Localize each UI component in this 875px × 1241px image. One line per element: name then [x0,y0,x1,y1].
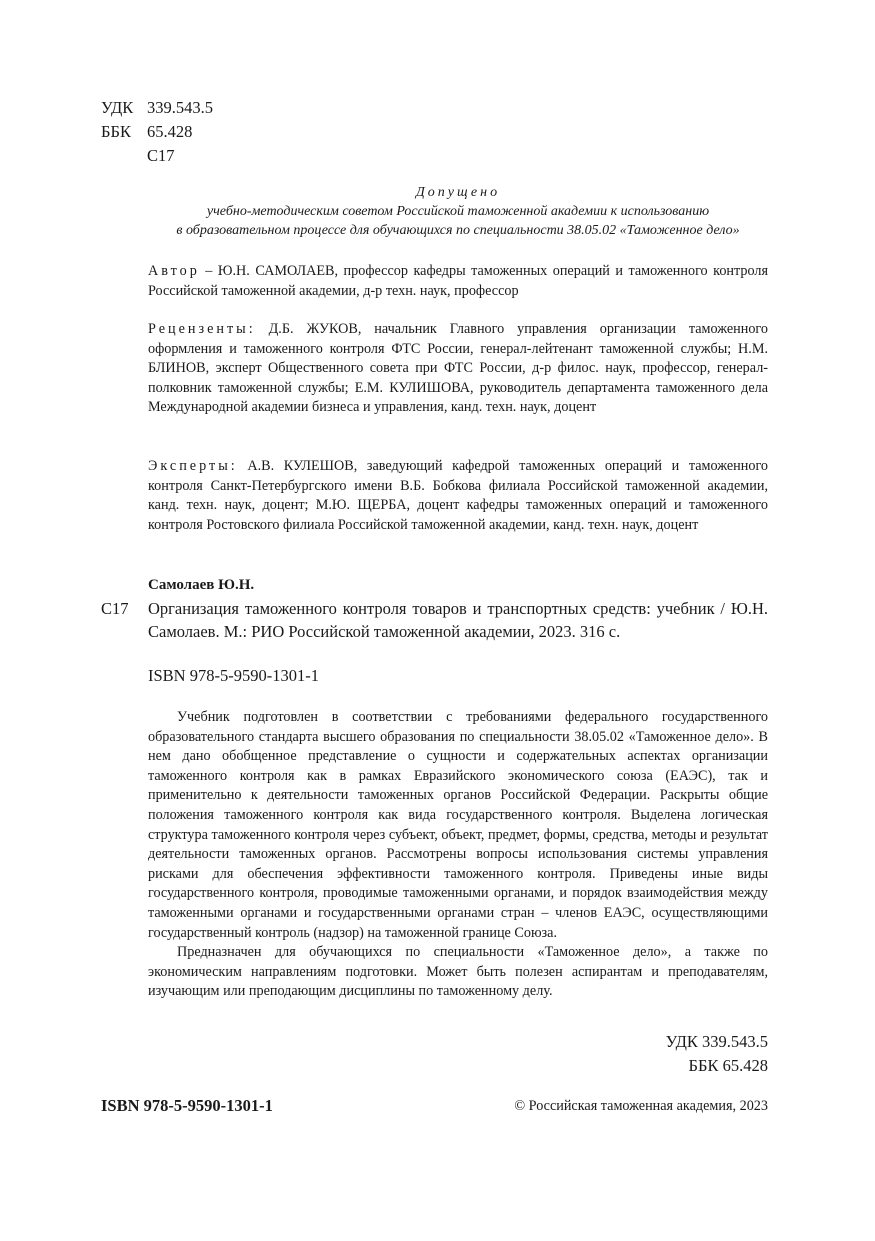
abstract-paragraph-2: Предназначен для обучающихся по специальности «Таможенное дело», а также по экономическим направлениям подготовки. Может быть полезен аспирантам и преподавателям, изучающим или преподающим дисциплины по таможенному делу. [148,944,768,1000]
udk-label: УДК [101,98,134,117]
classification-codes-right [666,1030,768,1078]
bbk-value: 65.428 [147,122,193,141]
experts-text: А.В. КУЛЕШОВ, заведующий кафедрой таможенных операций и таможенного контроля Санкт-Петербургского имени В.Б. Бобкова филиала Российской таможенной академии, канд. техн. наук, доцент; М.Ю. ЩЕРБА, доцент кафедры таможенных операций и таможенного контроля Ростовского филиала Российской таможенной академии, канд. техн. наук, доцент [148,458,768,533]
bbk-right: ББК 65.428 [688,1056,768,1075]
author-mark: С17 [147,146,175,165]
udk-value: 339.543.5 [147,98,213,117]
author-info [148,262,768,301]
reviewers-text: Д.Б. ЖУКОВ, начальник Главного управления организации таможенного оформления и таможенного контроля ФТС России, генерал-лейтенант таможенной службы; Н.М. БЛИНОВ, эксперт Общественного совета при ФТС России, д-р филос. наук, профессор, генерал-полковник таможенной службы; Е.М. КУЛИШОВА, руководитель департамента таможенного дела Международной академии бизнеса и управления, канд. техн. наук, доцент [148,321,768,416]
author-label: Автор [148,263,200,279]
classification-codes [101,96,213,168]
bbk-row [101,120,213,144]
udk-right: УДК 339.543.5 [665,1032,768,1051]
approval-statement [148,183,768,240]
book-isbn: ISBN 978-5-9590-1301-1 [148,666,319,685]
book-author: Самолаев Ю.Н. [148,577,255,593]
reviewers-label: Рецензенты: [148,321,256,337]
udk-row [101,96,213,120]
approval-heading: Допущено [415,185,501,200]
bbk-label: ББК [101,122,131,141]
author-text: – Ю.Н. САМОЛАЕВ, профессор кафедры таможенных операций и таможенного контроля Российской таможенной академии, д-р техн. наук, профессор [148,263,768,299]
reviewers-info [148,320,768,418]
approval-line-2: в образовательном процессе для обучающихся по специальности 38.05.02 «Таможенное дело» [176,223,740,238]
approval-line-1: учебно-методическим советом Российской таможенной академии к использованию [206,204,710,219]
experts-info [148,457,768,535]
footer-copyright: © Российская таможенная академия, 2023 [514,1098,768,1114]
abstract-paragraph-1: Учебник подготовлен в соответствии с требованиями федерального государственного образовательного стандарта высшего образования по специальности 38.05.02 «Таможенное дело». В нем дано обобщенное представление о сущности и содержательных аспектах организации таможенного контроля как в рамках Евразийского экономического союза (ЕАЭС), так и применительно к деятельности таможенных органов Российской Федерации. Раскрыты общие положения таможенного контроля как вида государственного контроля. Выделена логическая структура таможенного контроля через субъект, объект, предмет, формы, средства, методы и результат деятельности таможенных органов. Рассмотрены вопросы использования системы управления рисками для обеспечения эффективности таможенного контроля. Приведены иные виды государственного контроля, проводимые таможенными органами, и порядок взаимодействия между таможенными органами и государственными органами стран – членов ЕАЭС, осуществляющими государственный контроль (надзор) на таможенной границе Союза. [148,709,768,941]
book-mark: С17 [101,599,129,618]
experts-label: Эксперты: [148,458,238,474]
book-description: Организация таможенного контроля товаров и транспортных средств: учебник / Ю.Н. Самолаев. М.: РИО Российской таможенной академии, 2023. 316 с. [148,599,768,641]
book-abstract [148,708,768,1002]
footer-isbn: ISBN 978-5-9590-1301-1 [101,1096,273,1115]
